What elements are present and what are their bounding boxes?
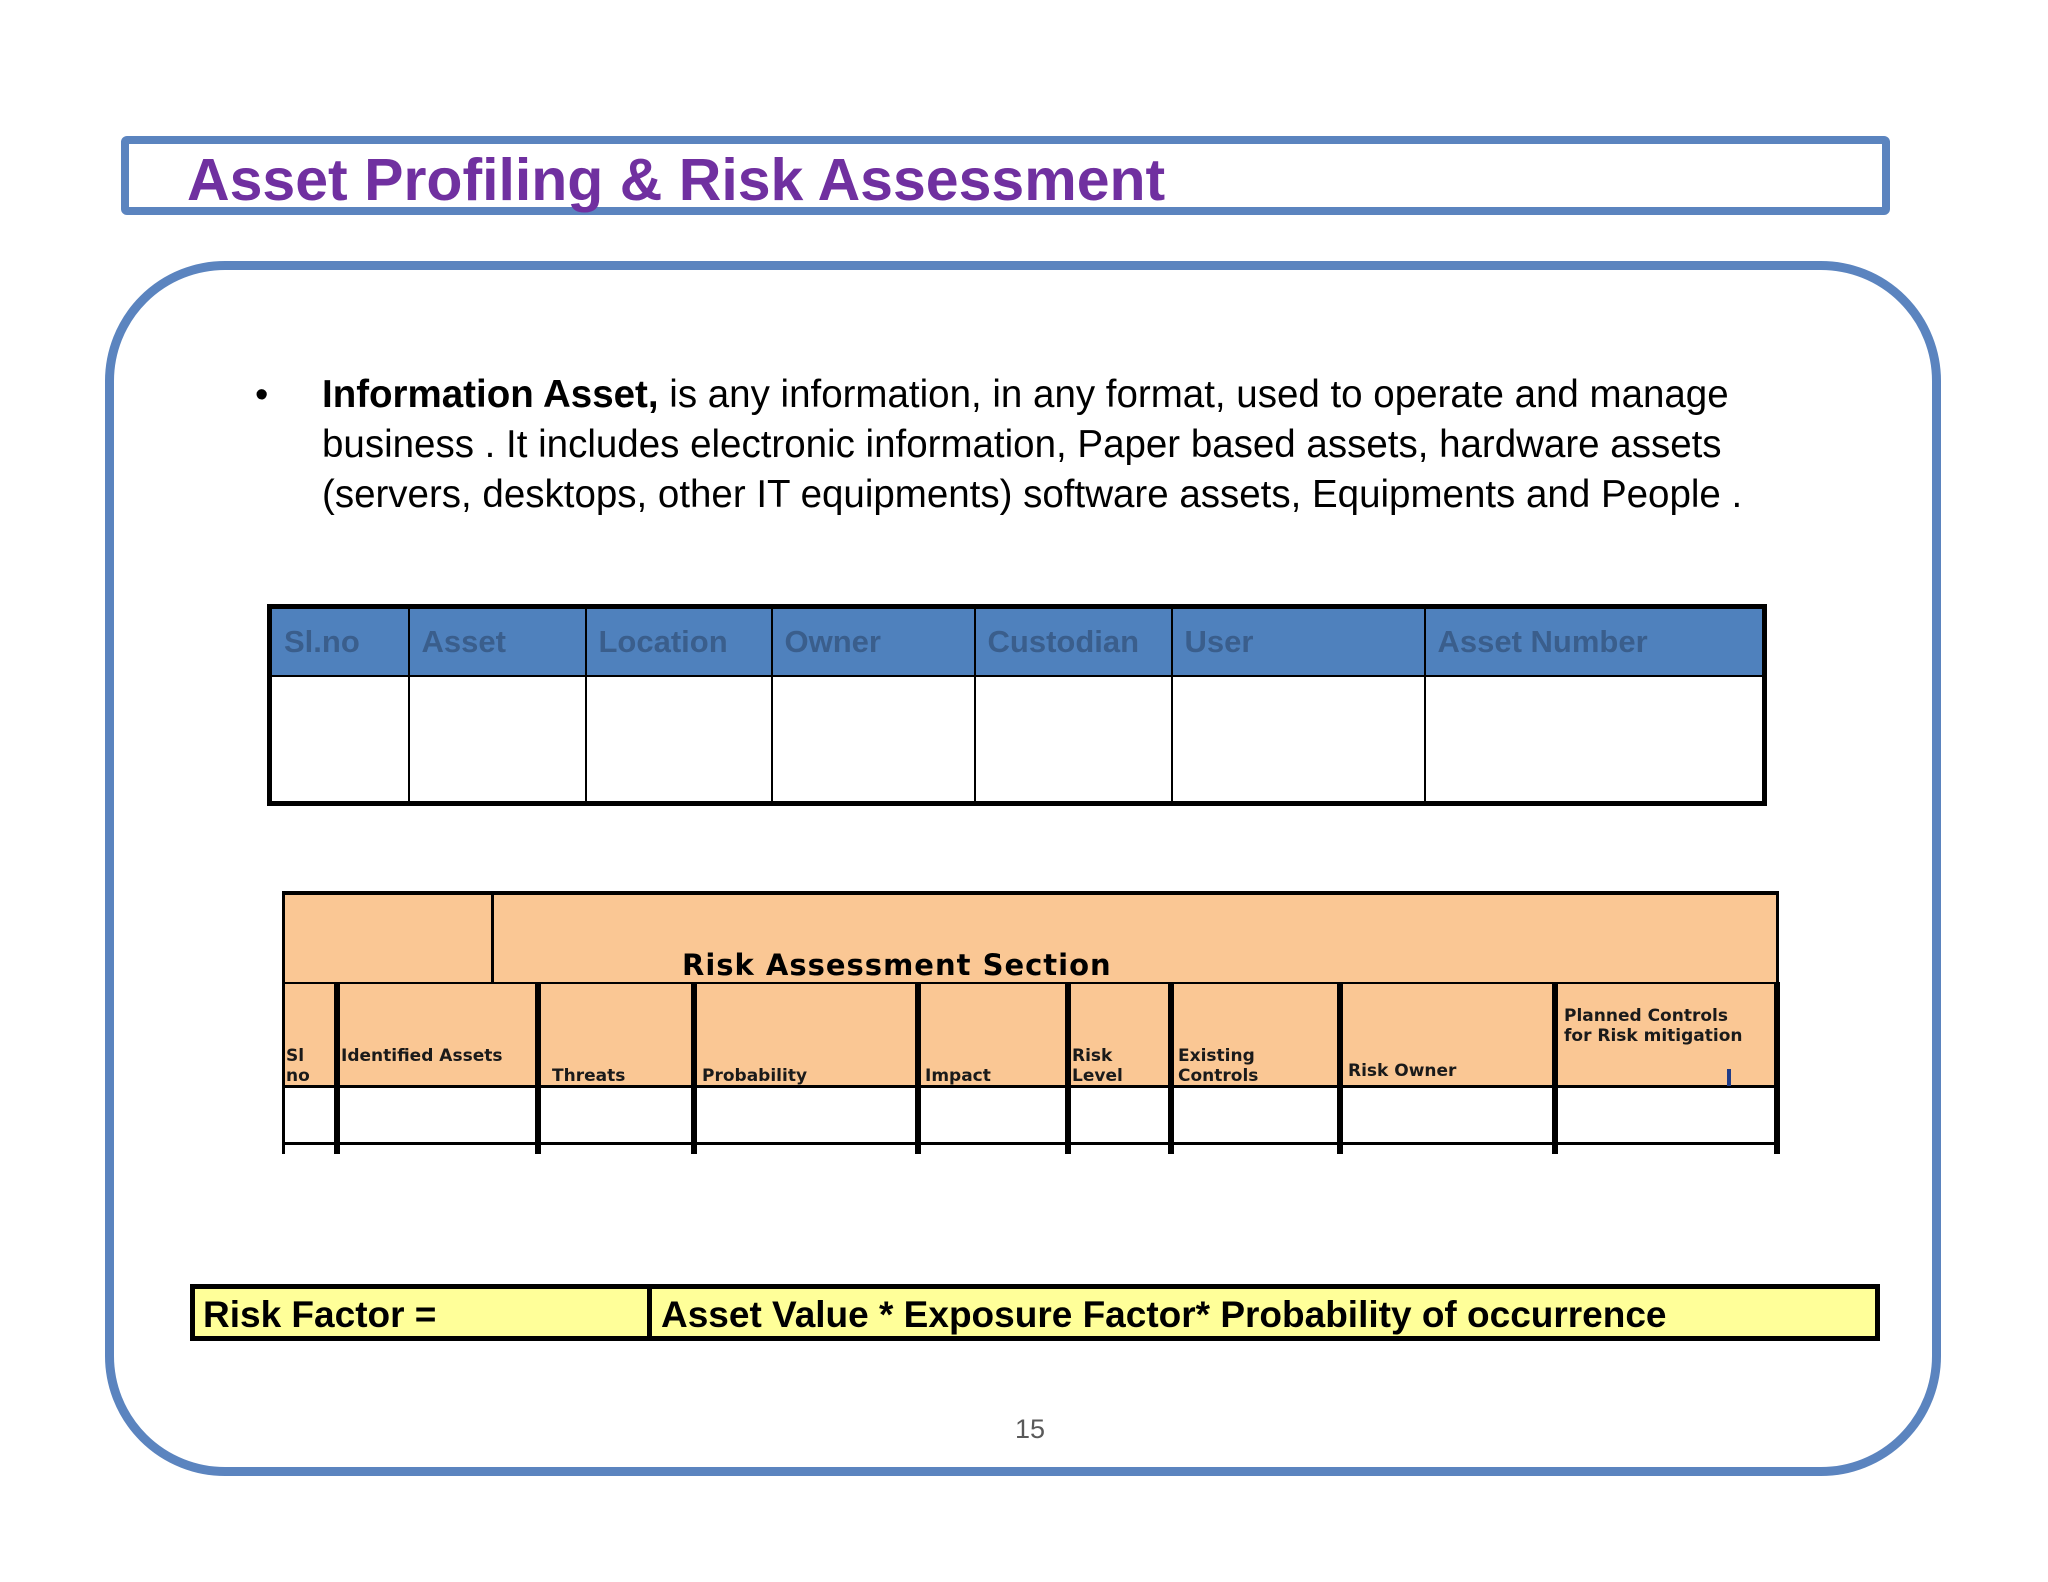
risk-col-divider (691, 982, 697, 1154)
risk-col-slno: Sl no (286, 1046, 310, 1086)
risk-col-risk-owner: Risk Owner (1348, 1061, 1457, 1081)
risk-col-planned-controls: Planned Controls for Risk mitigation (1564, 1006, 1743, 1046)
risk-col-divider (1774, 982, 1780, 1154)
risk-col-divider (535, 982, 541, 1154)
risk-col-identified-assets: Identified Assets (341, 1046, 503, 1066)
risk-factor-formula: Asset Value * Exposure Factor* Probability of occurrence (661, 1294, 1667, 1335)
table-cell (1172, 676, 1425, 804)
asset-col-custodian: Custodian (975, 607, 1172, 677)
risk-section-title: Risk Assessment Section (682, 948, 1112, 982)
table-row (270, 676, 1765, 804)
risk-banner-edge (282, 891, 285, 982)
asset-col-asset: Asset (409, 607, 586, 677)
risk-col-divider (915, 982, 921, 1154)
risk-factor-label: Risk Factor = (203, 1294, 437, 1335)
risk-col-threats: Threats (552, 1066, 626, 1086)
text-cursor-icon (1727, 1069, 1731, 1086)
asset-col-asset-number: Asset Number (1425, 607, 1765, 677)
risk-col-divider (1337, 982, 1343, 1154)
risk-col-impact: Impact (925, 1066, 991, 1086)
table-cell (772, 676, 975, 804)
table-cell (586, 676, 772, 804)
table-cell (409, 676, 586, 804)
risk-factor-bar (190, 1284, 1880, 1341)
table-cell (975, 676, 1172, 804)
risk-col-probability: Probability (702, 1066, 808, 1086)
risk-col-divider (334, 982, 340, 1154)
bullet-lead: Information Asset, (322, 373, 659, 416)
asset-col-owner: Owner (772, 607, 975, 677)
bullet-text (322, 370, 1877, 520)
risk-assessment-table (282, 891, 1779, 1154)
risk-banner-divider (491, 891, 494, 982)
table-cell (1425, 676, 1765, 804)
risk-col-divider (1065, 982, 1071, 1154)
asset-col-slno: Sl.no (270, 607, 409, 677)
asset-col-location: Location (586, 607, 772, 677)
page-number: 15 (1014, 1414, 1046, 1444)
bullet-dot-icon: • (255, 374, 269, 416)
risk-col-risk-level: Risk Level (1072, 1046, 1123, 1086)
risk-factor-divider (647, 1289, 652, 1336)
bullet-body: is any information, in any format, used to operate and manage business . It includes electronic information, Paper based assets, hardware assets (servers, desktops, other IT equipments) software assets, Equipments and People . (322, 373, 1743, 516)
risk-col-divider (1552, 982, 1558, 1154)
asset-col-user: User (1172, 607, 1425, 677)
risk-col-existing-controls: Existing Controls (1178, 1046, 1259, 1086)
asset-table-header-row (270, 607, 1765, 677)
asset-table (267, 604, 1767, 806)
risk-col-divider (1168, 982, 1174, 1154)
slide-title: Asset Profiling & Risk Assessment (187, 147, 1166, 213)
table-cell (270, 676, 409, 804)
risk-col-divider (282, 982, 285, 1154)
